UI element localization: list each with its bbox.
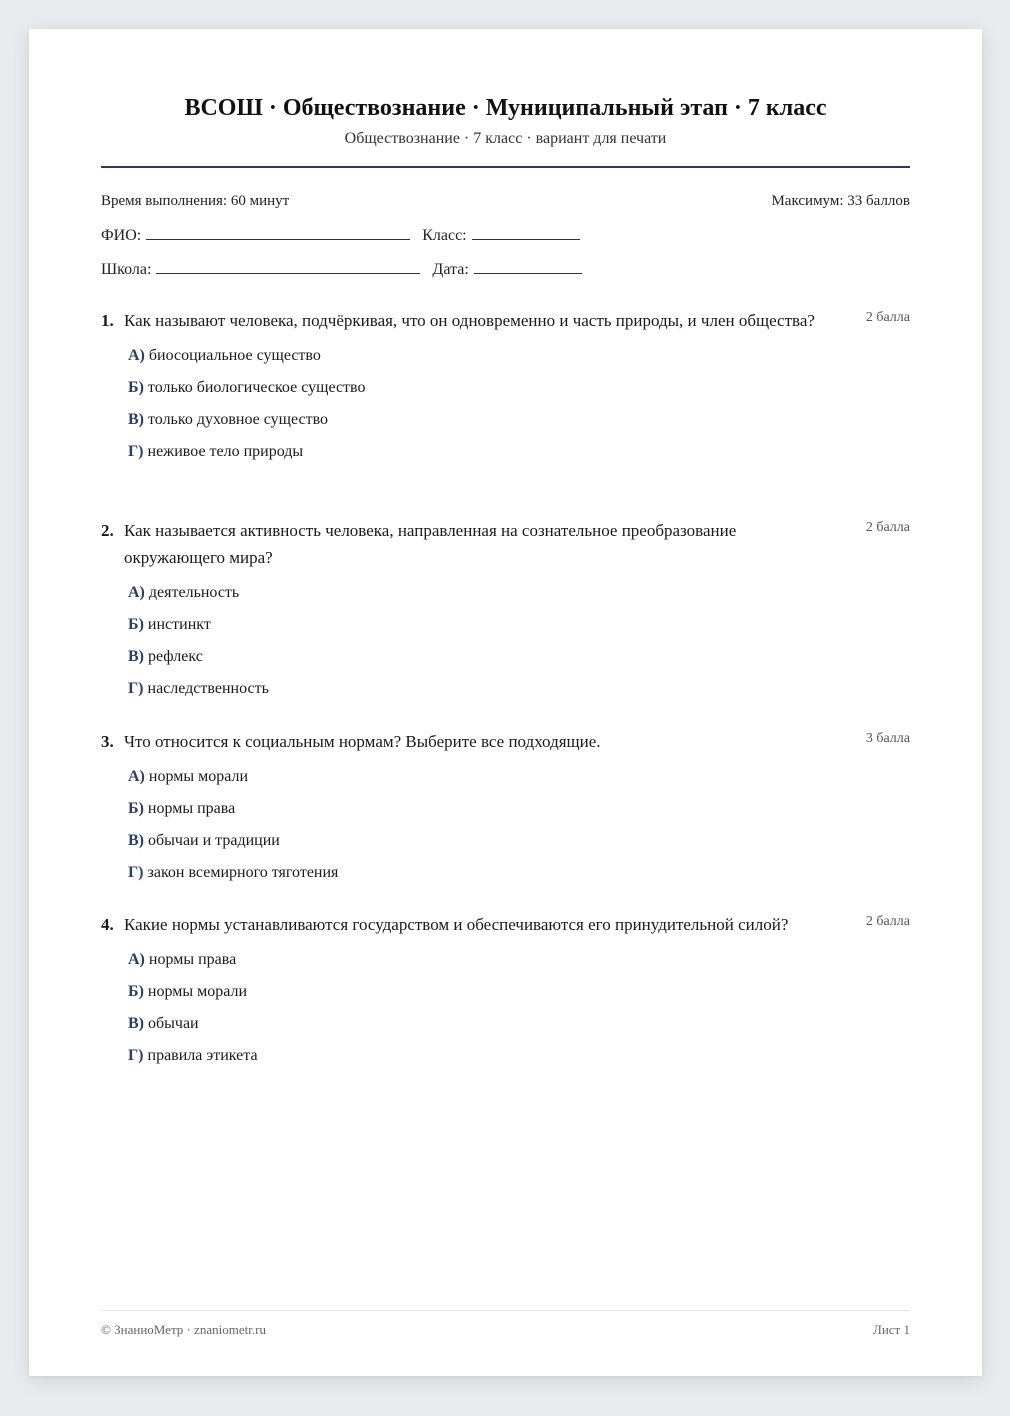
option-d[interactable]	[128, 442, 910, 474]
question-1	[101, 307, 910, 474]
question-4	[101, 911, 910, 1078]
question-text: Как называется активность человека, направленная на сознательное преобразование окружающего мира?	[124, 521, 737, 567]
option-text: нормы права	[148, 951, 237, 968]
header-divider	[101, 166, 910, 168]
question-number: 1.	[101, 311, 114, 330]
option-letter: Г)	[128, 1047, 144, 1064]
question-header	[101, 517, 910, 571]
option-b[interactable]	[128, 378, 910, 410]
class-blank[interactable]	[472, 225, 580, 240]
option-letter: Б)	[128, 379, 144, 396]
option-a[interactable]	[128, 767, 910, 799]
question-number: 2.	[101, 521, 114, 540]
option-a[interactable]	[128, 583, 910, 615]
meta-row	[101, 193, 910, 210]
option-letter: В)	[128, 648, 144, 665]
question-number: 3.	[101, 732, 114, 751]
option-letter: Б)	[128, 983, 144, 1000]
option-letter: А)	[128, 951, 145, 968]
option-d[interactable]	[128, 679, 910, 711]
exam-sheet	[29, 29, 982, 1376]
option-letter: Г)	[128, 864, 144, 881]
option-c[interactable]	[128, 410, 910, 442]
option-text: нормы морали	[148, 768, 248, 785]
fio-blank[interactable]	[146, 225, 410, 240]
fio-label: ФИО:	[101, 227, 142, 244]
option-letter: Б)	[128, 800, 144, 817]
footer-copyright: © ЗнаниоМетр · znaniometr.ru	[101, 1322, 266, 1337]
option-text: нормы морали	[147, 983, 248, 1000]
option-text: закон всемирного тяготения	[147, 864, 339, 881]
footer-divider	[101, 1310, 910, 1311]
school-blank[interactable]	[156, 259, 420, 274]
option-c[interactable]	[128, 647, 910, 679]
date-label: Дата:	[432, 261, 469, 278]
options-list	[101, 950, 910, 1078]
option-letter: В)	[128, 1015, 144, 1032]
options-list	[101, 346, 910, 474]
question-number: 4.	[101, 915, 114, 934]
question-points: 3 балла	[865, 731, 910, 746]
class-label: Класс:	[422, 227, 467, 244]
sheet-number: Лист 1	[873, 1322, 910, 1337]
question-text: Какие нормы устанавливаются государством и обеспечиваются его принудительной силой?	[124, 915, 789, 934]
option-text: инстинкт	[147, 616, 211, 633]
option-b[interactable]	[128, 982, 910, 1014]
question-header	[101, 728, 910, 755]
option-letter: А)	[128, 768, 145, 785]
question-points: 2 балла	[865, 310, 910, 325]
option-text: неживое тело природы	[147, 443, 304, 460]
option-b[interactable]	[128, 615, 910, 647]
options-list	[101, 767, 910, 895]
page-footer	[101, 1322, 910, 1338]
option-text: нормы права	[147, 800, 236, 817]
option-text: правила этикета	[147, 1047, 258, 1064]
option-letter: Г)	[128, 443, 144, 460]
school-label: Школа:	[101, 261, 152, 278]
school-date-row	[101, 259, 594, 279]
option-text: биосоциальное существо	[148, 347, 321, 364]
option-letter: А)	[128, 584, 145, 601]
option-text: только духовное существо	[148, 411, 329, 428]
option-d[interactable]	[128, 863, 910, 895]
option-letter: Б)	[128, 616, 144, 633]
option-a[interactable]	[128, 950, 910, 982]
option-text: обычаи	[148, 1015, 199, 1032]
option-b[interactable]	[128, 799, 910, 831]
question-text: Что относится к социальным нормам? Выберите все подходящие.	[124, 732, 601, 751]
option-letter: А)	[128, 347, 145, 364]
option-letter: В)	[128, 832, 144, 849]
time-limit: Время выполнения: 60 минут	[101, 193, 290, 209]
sheet-content	[101, 29, 910, 1376]
question-text: Как называют человека, подчёркивая, что он одновременно и часть природы, и член общества?	[124, 311, 815, 330]
question-header	[101, 911, 910, 938]
option-text: рефлекс	[148, 648, 203, 665]
question-2	[101, 517, 910, 711]
fio-class-row	[101, 225, 592, 245]
option-d[interactable]	[128, 1046, 910, 1078]
option-letter: В)	[128, 411, 144, 428]
question-3	[101, 728, 910, 895]
date-blank[interactable]	[474, 259, 582, 274]
option-c[interactable]	[128, 1014, 910, 1046]
option-text: обычаи и традиции	[148, 832, 280, 849]
page-title: ВСОШ · Обществознание · Муниципальный этап · 7 класс	[184, 95, 827, 121]
max-score: Максимум: 33 баллов	[771, 193, 910, 209]
options-list	[101, 583, 910, 711]
question-points: 2 балла	[865, 520, 910, 535]
option-text: деятельность	[148, 584, 240, 601]
option-text: только биологическое существо	[147, 379, 366, 396]
option-c[interactable]	[128, 831, 910, 863]
question-points: 2 балла	[865, 914, 910, 929]
option-a[interactable]	[128, 346, 910, 378]
option-text: наследственность	[147, 680, 269, 697]
question-header	[101, 307, 910, 334]
page-subtitle: Обществознание · 7 класс · вариант для печати	[344, 130, 667, 147]
option-letter: Г)	[128, 680, 144, 697]
